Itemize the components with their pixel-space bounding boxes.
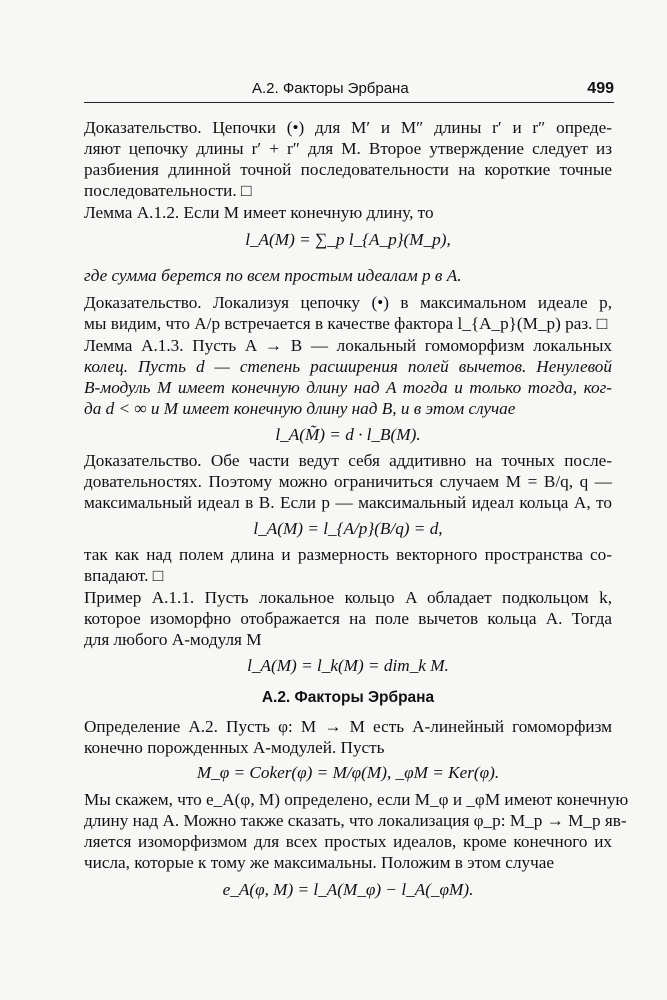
text-line: довательностях. Поэтому можно ограничиться случаем M = B/q, q — [84,472,612,491]
header-title: А.2. Факторы Эрбрана [252,80,409,97]
text-line: B-модуль M имеет конечную длину над A тогда и только тогда, ког- [84,378,612,397]
formula: l_A(M) = l_k(M) = dim_k M. [247,656,449,675]
text-line: колец. Пусть d — степень расширения полей вычетов. Ненулевой [84,357,612,376]
section-heading: А.2. Факторы Эрбрана [261,689,435,706]
formula: l_A(M) = ∑_p l_{A_p}(M_p), [245,230,451,249]
text-line: максимальный идеал в B. Если p — максимальный идеал кольца A, то [84,493,612,512]
lemma-heading: Лемма А.1.2. Если M имеет конечную длину, то [84,203,434,222]
text-line: Мы скажем, что e_A(φ, M) определено, если M_φ и _φM имеют конечную [84,790,629,809]
text-line: впадают. □ [84,566,164,585]
formula: l_A(M̃) = d · l_B(M). [275,425,421,444]
page-number: 499 [587,80,614,97]
example-heading: Пример А.1.1. Пусть локальное кольцо A обладает подкольцом k, [84,588,612,607]
text-line: последовательности. □ [84,181,252,200]
text-line: мы видим, что A/p встречается в качестве фактора l_{A_p}(M_p) раз. □ [84,314,608,333]
formula: e_A(φ, M) = l_A(M_φ) − l_A(_φM). [222,880,474,899]
text-line: Доказательство. Локализуя цепочку (•) в максимальном идеале p, [84,293,612,312]
text-line: ляется изоморфизмом для всех простых идеалов, кроме конечного их [84,832,612,851]
definition-heading: Определение А.2. Пусть φ: M → M есть A-линейный гомоморфизм [84,717,612,736]
text-line: да d < ∞ и M имеет конечную длину над B, и в этом случае [84,399,516,418]
formula: l_A(M) = l_{A/p}(B/q) = d, [253,519,443,538]
text-line: для любого A-модуля M [84,630,262,649]
text-line: конечно порожденных A-модулей. Пусть [84,738,385,757]
running-header [84,80,614,103]
text-line: где сумма берется по всем простым идеалам p в A. [84,266,462,285]
formula: M_φ = Coker(φ) = M/φ(M), _φM = Ker(φ). [196,763,500,782]
text-line: которое изоморфно отображается на поле вычетов кольца A. Тогда [84,609,612,628]
text-line: числа, которые к тому же максимальны. Положим в этом случае [84,853,555,872]
text-line: Доказательство. Цепочки (•) для M′ и M″ длины r′ и r″ опреде- [84,118,612,137]
lemma-heading: Лемма А.1.3. Пусть A → B — локальный гомоморфизм локальных [84,336,612,355]
text-line: разбиения длинной точной последовательности на короткие точные [84,160,612,179]
text-line: длину над A. Можно также сказать, что локализация φ_p: M_p → M_p яв- [84,811,627,830]
text-line: ляют цепочку длины r′ + r″ для M. Второе утверждение следует из [84,139,612,158]
text-line: так как над полем длина и размерность векторного пространства со- [84,545,612,564]
text-line: Доказательство. Обе части ведут себя аддитивно на точных после- [84,451,612,470]
